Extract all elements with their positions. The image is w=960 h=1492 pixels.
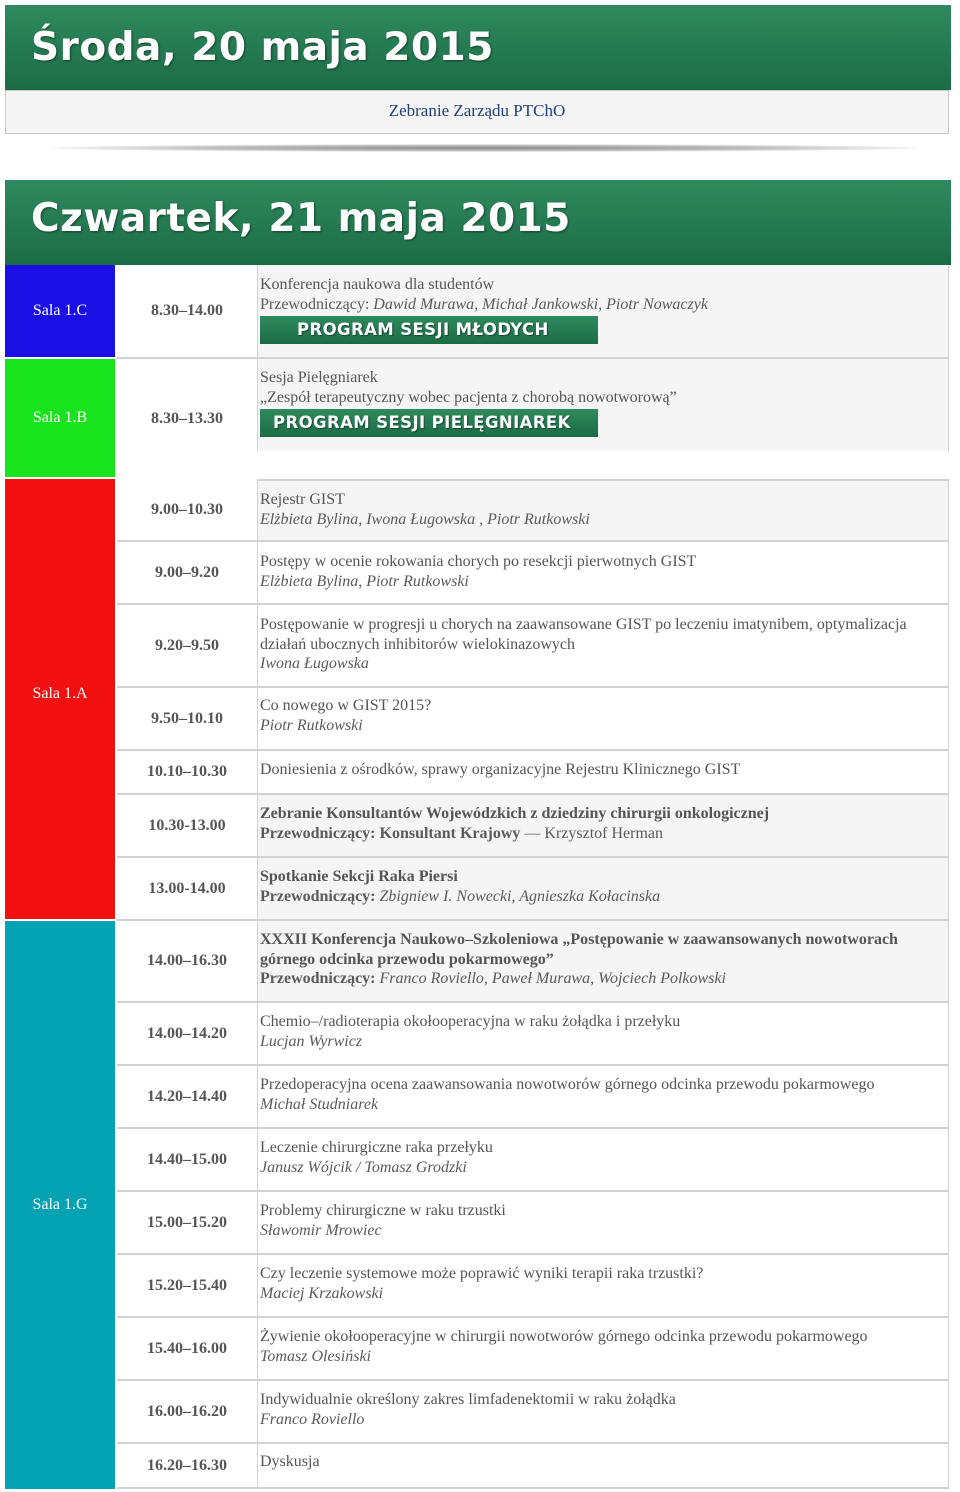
chairs: Zbigniew I. Nowecki, Agnieszka Kołacinska: [379, 887, 661, 905]
talk-cell: [257, 542, 949, 605]
talk-cell: [257, 1381, 949, 1444]
session-title: Zebranie Konsultantów Wojewódzkich z dziedziny chirurgii onkologicznej: [260, 805, 770, 822]
chair-label: Przewodniczący:: [260, 887, 376, 905]
speakers: Elżbieta Bylina, Iwona Ługowska , Piotr Rutkowski: [260, 510, 590, 528]
time: 16.20–16.30: [147, 1456, 227, 1474]
time-cell: [117, 1255, 257, 1318]
speaker: Janusz Wójcik / Tomasz Grodzki: [260, 1158, 467, 1176]
time-cell: [117, 795, 257, 858]
time: 16.00–16.20: [147, 1402, 227, 1420]
time: 10.10–10.30: [147, 763, 227, 780]
talk-title: Postępy w ocenie rokowania chorych po resekcji pierwotnych GIST: [260, 553, 697, 570]
time-cell: [117, 605, 257, 688]
session-title: Spotkanie Sekcji Raka Piersi: [260, 868, 458, 885]
chairs: Dawid Murawa, Michał Jankowski, Piotr Nowaczyk: [373, 295, 708, 313]
time-cell: [117, 1066, 257, 1129]
thursday-heading-banner: [5, 180, 951, 265]
time-cell: [117, 1381, 257, 1444]
chair-line: [260, 970, 726, 987]
time: 14.00–16.30: [147, 952, 227, 969]
chair-line: [260, 888, 660, 905]
wednesday-event: Zebranie Zarządu PTChO: [388, 101, 566, 120]
wednesday-heading: Środa, 20 maja 2015: [31, 25, 494, 70]
speaker: Tomasz Olesiński: [260, 1347, 371, 1365]
talk-cell: [257, 1129, 949, 1192]
wednesday-heading-banner: [5, 5, 951, 90]
talk-cell: [257, 1066, 949, 1129]
time: 14.00–14.20: [147, 1024, 227, 1042]
session-subtitle: „Zespół terapeutyczny wobec pacjenta z chorobą nowotworową”: [260, 388, 677, 406]
session-cell: [257, 858, 949, 921]
talk-cell: [257, 688, 949, 751]
chairs: Franco Roviello, Paweł Murawa, Wojciech Polkowski: [379, 970, 726, 987]
chair-label: Przewodniczący: Konsultant Krajowy: [260, 824, 521, 842]
time-cell: [117, 265, 257, 359]
talk-cell: [257, 605, 949, 688]
thursday-heading: Czwartek, 21 maja 2015: [31, 196, 571, 241]
session-title: Rejestr GIST: [260, 491, 345, 508]
room-label: Sala 1.C: [32, 302, 88, 319]
talk-cell: [257, 1192, 949, 1255]
time: 14.20–14.40: [147, 1087, 227, 1105]
session-title: Sesja Pielęgniarek: [260, 369, 378, 386]
talk-cell: [257, 1255, 949, 1318]
chair-line: [260, 296, 708, 313]
wednesday-event-row: [5, 90, 949, 134]
session-title: XXXII Konferencja Naukowo–Szkoleniowa „Postępowanie w zaawansowanych nowotworach górnego odcinka przewodu pokarmowego”: [260, 931, 898, 968]
time: 9.00–10.30: [151, 500, 223, 518]
session-title: Konferencja naukowa dla studentów: [260, 276, 495, 293]
time: 14.40–15.00: [147, 1150, 227, 1168]
time: 15.00–15.20: [147, 1213, 227, 1231]
session-cell: [257, 265, 949, 359]
time: 8.30–13.30: [151, 410, 223, 427]
talk-title: Czy leczenie systemowe może poprawić wyniki terapii raka trzustki?: [260, 1265, 704, 1282]
room-1b: [5, 359, 115, 477]
time-cell: [117, 359, 257, 479]
speaker: Piotr Rutkowski: [260, 716, 363, 734]
program-button-mlodych[interactable]: PROGRAM SESJI MŁODYCH: [260, 316, 598, 344]
room-1a: [5, 479, 115, 919]
room-label: Sala 1.B: [32, 409, 88, 426]
time: 10.30-13.00: [148, 816, 226, 834]
speaker: Iwona Ługowska: [260, 655, 369, 672]
talk-title: Doniesienia z ośrodków, sprawy organizacyjne Rejestru Klinicznego GIST: [260, 761, 741, 778]
time-cell: [117, 542, 257, 605]
chair: — Krzysztof Herman: [524, 824, 664, 842]
talk-cell: [257, 1444, 949, 1489]
chair-label: Przewodniczący:: [260, 970, 376, 987]
speaker: Michał Studniarek: [260, 1095, 379, 1113]
talk-cell: [257, 1318, 949, 1381]
chair-label: Przewodniczący:: [260, 295, 370, 313]
time-cell: [117, 921, 257, 1003]
time-cell: [117, 1444, 257, 1489]
room-label: Sala 1.G: [32, 1196, 88, 1213]
time: 9.20–9.50: [155, 636, 219, 654]
talk-title: Żywienie okołooperacyjne w chirurgii nowotworów górnego odcinka przewodu pokarmowego: [260, 1328, 868, 1345]
time: 9.00–9.20: [155, 563, 219, 581]
talk-title: Dyskusja: [260, 1453, 320, 1470]
talk-title: Problemy chirurgiczne w raku trzustki: [260, 1202, 506, 1219]
time-cell: [117, 1192, 257, 1255]
speaker: Maciej Krzakowski: [260, 1284, 384, 1302]
talk-title: Leczenie chirurgiczne raka przełyku: [260, 1139, 493, 1156]
speaker: Franco Roviello: [260, 1410, 365, 1428]
talk-title: Chemio–/radioterapia okołooperacyjna w raku żołądka i przełyku: [260, 1013, 681, 1030]
session-cell: [257, 921, 949, 1003]
room-1g: [5, 921, 115, 1489]
talk-cell: [257, 751, 949, 795]
time: 15.40–16.00: [147, 1339, 227, 1357]
room-label: Sala 1.A: [32, 685, 88, 702]
session-cell: [257, 479, 949, 542]
talk-title: Indywidualnie określony zakres limfadenektomii w raku żołądka: [260, 1391, 676, 1408]
talk-title: Postępowanie w progresji u chorych na zaawansowane GIST po leczeniu imatynibem, optymalizacja działań ubocznych inhibitorów wielokinazowych: [260, 616, 907, 653]
session-cell: [257, 359, 949, 451]
time: 13.00-14.00: [148, 879, 226, 897]
time-cell: [117, 1129, 257, 1192]
room-1c: [5, 265, 115, 357]
time-cell: [117, 858, 257, 921]
speaker: Sławomir Mrowiec: [260, 1221, 382, 1239]
time-cell: [117, 1318, 257, 1381]
time: 8.30–14.00: [151, 302, 223, 319]
session-cell: [257, 795, 949, 858]
time-cell: [117, 1003, 257, 1066]
talk-cell: [257, 1003, 949, 1066]
time-cell: [117, 688, 257, 751]
speaker: Elżbieta Bylina, Piotr Rutkowski: [260, 572, 469, 590]
talk-title: Co nowego w GIST 2015?: [260, 697, 432, 714]
time-cell: [117, 751, 257, 795]
talk-title: Przedoperacyjna ocena zaawansowania nowotworów górnego odcinka przewodu pokarmowego: [260, 1076, 875, 1093]
time: 15.20–15.40: [147, 1276, 227, 1294]
time-cell: [117, 479, 257, 542]
time: 9.50–10.10: [151, 709, 223, 727]
section-divider: [50, 144, 920, 152]
chair-line: [260, 825, 663, 842]
program-button-pielegniarek[interactable]: PROGRAM SESJI PIELĘGNIAREK: [260, 409, 598, 437]
speaker: Lucjan Wyrwicz: [260, 1032, 363, 1050]
